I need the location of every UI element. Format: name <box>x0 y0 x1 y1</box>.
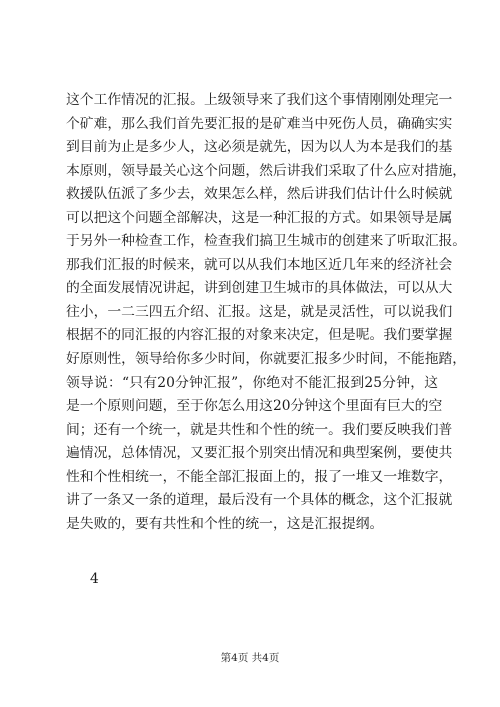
text-line: 是一个原则问题，至于你怎么用这20分钟这个里面有巨大的空 <box>66 398 443 415</box>
inline-page-number: 4 <box>90 571 99 587</box>
text-line: 这个工作情况的汇报。上级领导来了我们这个事情刚刚处理完一 <box>66 92 453 108</box>
text-line: 讲了一条又一条的道理，最后没有一个具体的概念，这个汇报就 <box>66 492 453 509</box>
text-line: 的全面发展情况讲起，讲到创建卫生城市的具体做法，可以从大 <box>66 280 453 297</box>
text-line: 于另外一种检查工作，检查我们搞卫生城市的创建来了听取汇报。 <box>66 233 467 250</box>
page-footer: 第4页 共4页 <box>220 652 280 664</box>
body-text <box>66 89 467 536</box>
text-line: 好原则性，领导给你多少时间，你就要汇报多少时间，不能拖踏， <box>66 351 467 368</box>
text-line: 救援队伍派了多少去，效果怎么样，然后讲我们估计什么时候就 <box>66 186 453 203</box>
text-line: 领导说：“只有20分钟汇报”，你绝对不能汇报到25分钟，这 <box>66 374 438 391</box>
text-line: 那我们汇报的时候来，就可以从我们本地区近几年来的经济社会 <box>66 256 453 273</box>
text-line: 可以把这个问题全部解决，这是一种汇报的方式。如果领导是属 <box>66 209 453 226</box>
text-line: 性和个性相统一，不能全部汇报面上的，报了一堆又一堆数字， <box>66 468 453 485</box>
text-line: 是失败的，要有共性和个性的统一，这是汇报提纲。 <box>66 515 384 532</box>
text-line: 往小，一二三四五介绍、汇报。这是，就是灵活性，可以说我们 <box>66 303 453 320</box>
text-line: 遍情况，总体情况，又要汇报个别突出情况和典型案例，要使共 <box>66 445 453 462</box>
text-line: 间；还有一个统一，就是共性和个性的统一。我们要反映我们普 <box>66 421 453 438</box>
text-line: 根据不的同汇报的内容汇报的对象来决定，但是呢。我们要掌握 <box>66 327 453 344</box>
text-line: 本原则，领导最关心这个问题，然后讲我们采取了什么应对措施， <box>66 162 467 179</box>
text-line: 个矿难，那么我们首先要汇报的是矿难当中死伤人员，确确实实 <box>66 115 453 132</box>
text-line: 到目前为止是多少人，这必须是就先，因为以人为本是我们的基 <box>66 139 453 156</box>
